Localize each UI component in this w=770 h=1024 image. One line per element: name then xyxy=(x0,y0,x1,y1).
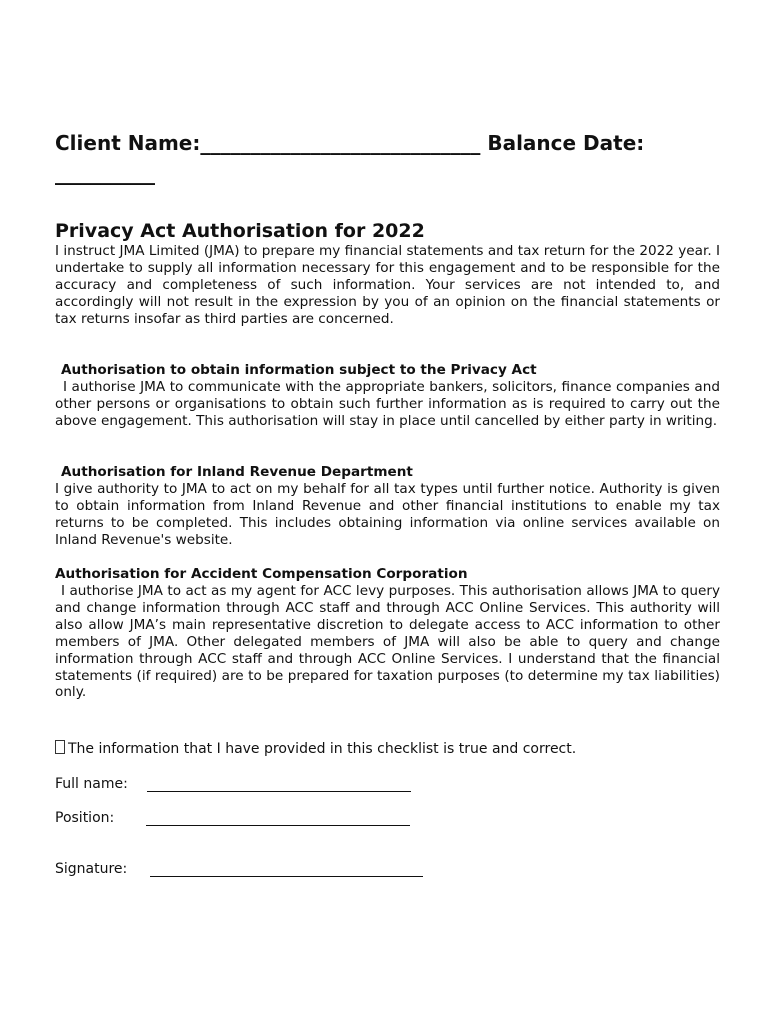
intro-paragraph: I instruct JMA Limited (JMA) to prepare my financial statements and tax return for the 2022 year. I undertake to supply all information necessary for this engagement and to be responsible for the accuracy and completeness of such information. Your services are not intended to, and accordingly will not result in the expression by you of an opinion on the financial statements or tax returns insofar as third parties are concerned. xyxy=(55,243,720,327)
privacy-act-body: I authorise JMA to communicate with the appropriate bankers, solicitors, finance companies and other persons or organisations to obtain such further information as is required to carry out the above engagement. This authorisation will stay in place until cancelled by either party in writing. xyxy=(55,379,720,429)
ird-section xyxy=(55,464,720,549)
declaration-row xyxy=(55,740,576,758)
full-name-label: Full name: xyxy=(55,776,128,792)
client-header xyxy=(55,128,720,188)
privacy-act-section xyxy=(55,362,720,430)
signature-line[interactable] xyxy=(150,876,423,877)
client-name-label: Client Name:____________________________ xyxy=(55,131,481,155)
position-line[interactable] xyxy=(146,825,410,826)
declaration-text: The information that I have provided in this checklist is true and correct. xyxy=(68,741,577,757)
acc-section xyxy=(55,566,720,701)
acc-body: I authorise JMA to act as my agent for ACC levy purposes. This authorisation allows JMA to query and change information through ACC staff and through ACC Online Services. This authority will also allow JMA’s main representative discretion to delegate access to ACC information to other members of JMA. Other delegated members of JMA will also be able to query and change information through ACC staff and through ACC Online Services. I understand that the financial statements (if required) are to be prepared for taxation purposes (to determine my tax liabilities) only. xyxy=(55,583,720,701)
balance-date-label: Balance Date: xyxy=(487,131,645,155)
page-title: Privacy Act Authorisation for 2022 xyxy=(55,220,425,242)
balance-date-blank: __________ xyxy=(55,161,155,185)
position-label: Position: xyxy=(55,810,115,826)
checkbox[interactable] xyxy=(55,740,65,754)
full-name-line[interactable] xyxy=(147,791,411,792)
signature-label: Signature: xyxy=(55,861,128,877)
intro-section xyxy=(55,243,720,328)
ird-heading: Authorisation for Inland Revenue Department xyxy=(61,464,413,480)
acc-heading: Authorisation for Accident Compensation Corporation xyxy=(55,566,468,582)
privacy-act-heading: Authorisation to obtain information subject to the Privacy Act xyxy=(61,362,537,378)
ird-body: I give authority to JMA to act on my behalf for all tax types until further notice. Authority is given to obtain information from Inland Revenue and other financial institutions to enable my tax returns to be completed. This includes obtaining information via online services available on Inland Revenue's website. xyxy=(55,481,720,548)
